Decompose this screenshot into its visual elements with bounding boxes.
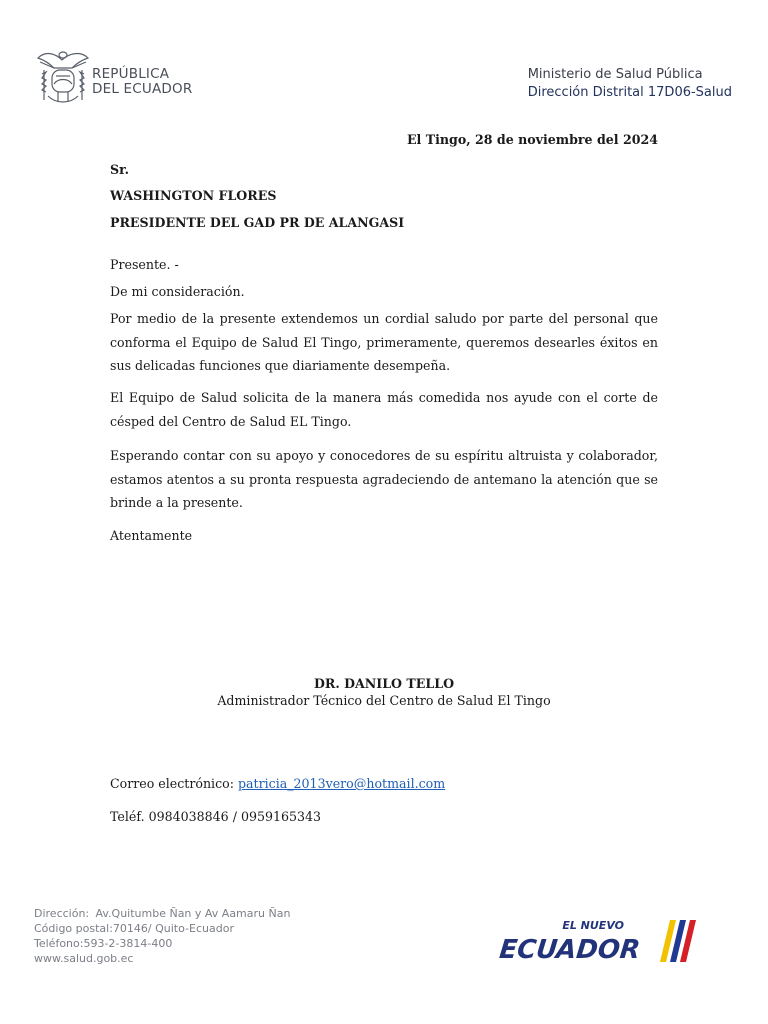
footer-address-row: [34, 906, 290, 921]
ministry-name: Ministerio de Salud Pública: [527, 67, 703, 82]
email-link[interactable]: patricia_2013vero@hotmail.com: [237, 776, 446, 791]
address-label: Dirección:: [34, 907, 90, 920]
address-value: Av.Quitumbe Ñan y Av Aamaru Ñan: [95, 907, 291, 920]
recipient-title: PRESIDENTE DEL GAD PR DE ALANGASI: [110, 215, 405, 230]
signer-role: Administrador Técnico del Centro de Salud El Tingo: [217, 693, 551, 708]
flag-stripes-icon: [660, 920, 696, 962]
recipient-name: WASHINGTON FLORES: [110, 188, 277, 203]
footer-phone: Teléfono:593-2-3814-400: [34, 937, 173, 950]
logo-main-text: ECUADOR: [497, 935, 642, 965]
el-nuevo-ecuador-logo: [497, 912, 710, 972]
footer-postal: Código postal:70146/ Quito-Ecuador: [34, 922, 234, 935]
signer-name: DR. DANILO TELLO: [313, 676, 455, 691]
closing-line: Atentamente: [110, 528, 193, 543]
logo-top-text: EL NUEVO: [562, 919, 624, 932]
republica-logo-text: [92, 67, 192, 97]
paragraph-3: Esperando contar con su apoyo y conocedores de su espíritu altruista y colaborador, estamos atentos a su pronta respuesta agradeciendo de antemano la atención que se brinde a la presente.: [110, 448, 658, 510]
republica-line1: REPÚBLICA: [92, 66, 170, 82]
email-label: Correo electrónico:: [110, 776, 238, 791]
signature-block: [110, 675, 658, 709]
footer-website: www.salud.gob.ec: [34, 952, 134, 965]
coat-of-arms-icon: [32, 44, 94, 110]
republica-line2: DEL ECUADOR: [92, 81, 193, 97]
phone-line: Teléf. 0984038846 / 0959165343: [110, 809, 322, 824]
salutation-prefix: Sr.: [110, 162, 129, 177]
paragraph-2: El Equipo de Salud solicita de la manera más comedida nos ayude con el corte de césped del Centro de Salud EL Tingo.: [110, 390, 658, 429]
paragraph-1: Por medio de la presente extendemos un cordial saludo por parte del personal que conforma el Equipo de Salud El Tingo, primeramente, queremos desearles éxitos en sus delicadas funciones que diariamente desempeña.: [110, 311, 658, 373]
letter-date: El Tingo, 28 de noviembre del 2024: [406, 132, 658, 147]
footer-address: [34, 906, 290, 966]
district-name: Dirección Distrital 17D06-Salud: [527, 85, 732, 100]
greeting-line: De mi consideración.: [110, 284, 245, 299]
email-line: [110, 772, 658, 796]
ministry-header: [528, 66, 732, 102]
presente-line: Presente. -: [110, 257, 179, 272]
